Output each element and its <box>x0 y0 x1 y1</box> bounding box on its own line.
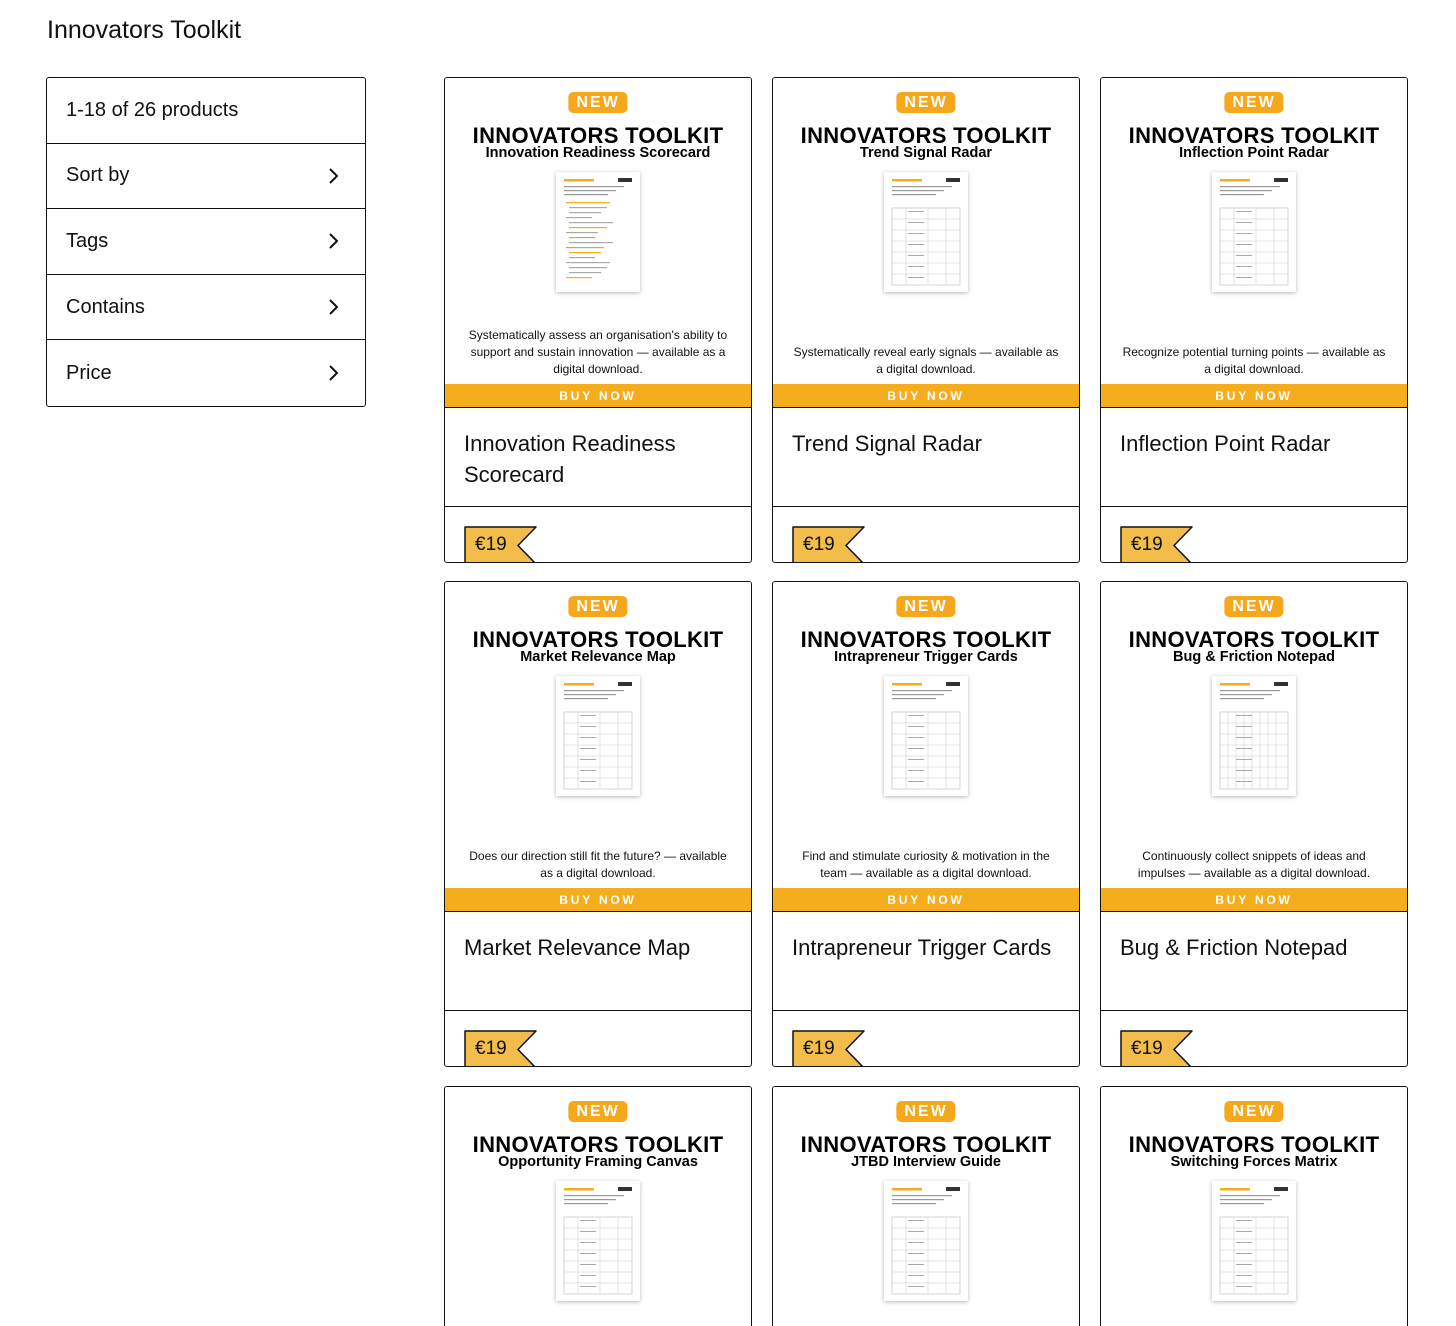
product-image[interactable] <box>1101 582 1407 888</box>
price-tag <box>464 526 538 563</box>
price-area <box>445 507 751 563</box>
product-card[interactable] <box>772 581 1080 1067</box>
image-brand-title: INNOVATORS TOOLKIT <box>472 627 724 652</box>
image-brand-title: INNOVATORS TOOLKIT <box>1128 627 1380 652</box>
product-count <box>47 78 365 144</box>
new-badge: NEW <box>1224 92 1283 113</box>
price-area <box>445 1011 751 1067</box>
image-brand-title: INNOVATORS TOOLKIT <box>800 1132 1052 1157</box>
product-card[interactable] <box>1100 1086 1408 1326</box>
product-image[interactable] <box>445 78 751 384</box>
product-image[interactable] <box>773 582 1079 888</box>
image-description: Recognize potential turning points — available as a digital download. <box>1122 345 1386 376</box>
chevron-right-icon <box>327 364 341 382</box>
price-value: €19 <box>475 534 507 555</box>
buy-now-banner[interactable]: BUY NOW <box>445 384 751 407</box>
image-brand-title: INNOVATORS TOOLKIT <box>1128 1132 1380 1157</box>
document-preview <box>1212 676 1296 796</box>
price-value: €19 <box>1131 534 1163 555</box>
document-miniature <box>1212 1181 1296 1301</box>
product-name[interactable]: Innovation Readiness Scorecard <box>445 407 751 507</box>
filter-label: Tags <box>66 229 109 252</box>
image-subtitle: Market Relevance Map <box>520 649 676 665</box>
document-miniature <box>556 676 640 796</box>
document-miniature <box>884 1181 968 1301</box>
filter-label: Sort by <box>66 164 130 187</box>
document-preview <box>556 172 640 292</box>
filter-tags[interactable] <box>47 209 365 275</box>
document-preview <box>556 1181 640 1301</box>
document-preview <box>1212 172 1296 292</box>
image-brand-title: INNOVATORS TOOLKIT <box>1128 123 1380 148</box>
new-badge: NEW <box>568 92 627 113</box>
product-card[interactable] <box>1100 581 1408 1067</box>
document-miniature <box>556 1181 640 1301</box>
new-badge: NEW <box>896 1101 955 1122</box>
image-description: Systematically assess an organisation's ability to support and sustain innovation — available as a digital download. <box>468 328 728 376</box>
new-badge: NEW <box>1224 1101 1283 1122</box>
document-miniature <box>556 172 640 292</box>
price-value: €19 <box>1131 1038 1163 1059</box>
product-image[interactable] <box>1101 78 1407 384</box>
product-name[interactable]: Trend Signal Radar <box>773 407 1079 507</box>
product-card[interactable] <box>1100 77 1408 563</box>
document-miniature <box>884 172 968 292</box>
image-subtitle: JTBD Interview Guide <box>851 1154 1001 1170</box>
buy-now-banner[interactable]: BUY NOW <box>773 888 1079 911</box>
image-brand-title: INNOVATORS TOOLKIT <box>800 123 1052 148</box>
image-subtitle: Switching Forces Matrix <box>1170 1154 1338 1170</box>
buy-now-banner[interactable]: BUY NOW <box>1101 384 1407 407</box>
filter-sort-by[interactable] <box>47 144 365 210</box>
document-preview <box>884 1181 968 1301</box>
product-image[interactable] <box>1101 1087 1407 1326</box>
page-title: Innovators Toolkit <box>47 16 242 44</box>
product-image[interactable] <box>773 1087 1079 1326</box>
price-area <box>1101 1011 1407 1067</box>
product-card[interactable] <box>444 77 752 563</box>
new-badge: NEW <box>1224 596 1283 617</box>
image-subtitle: Bug & Friction Notepad <box>1173 649 1335 665</box>
product-image[interactable] <box>445 1087 751 1326</box>
buy-now-banner[interactable]: BUY NOW <box>773 384 1079 407</box>
price-tag <box>1120 1030 1194 1067</box>
filter-label: Contains <box>66 295 145 318</box>
document-preview <box>1212 1181 1296 1301</box>
document-miniature <box>1212 676 1296 796</box>
price-tag <box>1120 526 1194 563</box>
price-tag <box>792 1030 866 1067</box>
new-badge: NEW <box>896 596 955 617</box>
product-card[interactable] <box>772 1086 1080 1326</box>
new-badge: NEW <box>568 1101 627 1122</box>
chevron-right-icon <box>327 298 341 316</box>
buy-now-banner[interactable]: BUY NOW <box>445 888 751 911</box>
filter-price[interactable] <box>47 340 365 406</box>
price-value: €19 <box>803 534 835 555</box>
price-area <box>1101 507 1407 563</box>
product-name[interactable]: Inflection Point Radar <box>1101 407 1407 507</box>
price-value: €19 <box>475 1038 507 1059</box>
image-brand-title: INNOVATORS TOOLKIT <box>472 123 724 148</box>
filter-panel <box>46 77 366 407</box>
document-preview <box>884 676 968 796</box>
image-brand-title: INNOVATORS TOOLKIT <box>800 627 1052 652</box>
new-badge: NEW <box>896 92 955 113</box>
new-badge: NEW <box>568 596 627 617</box>
chevron-right-icon <box>327 167 341 185</box>
image-brand-title: INNOVATORS TOOLKIT <box>472 1132 724 1157</box>
product-card[interactable] <box>444 1086 752 1326</box>
image-subtitle: Trend Signal Radar <box>859 145 993 161</box>
image-subtitle: Inflection Point Radar <box>1179 145 1329 161</box>
price-tag <box>792 526 866 563</box>
product-card[interactable] <box>772 77 1080 563</box>
document-preview <box>556 676 640 796</box>
document-miniature <box>884 676 968 796</box>
product-name[interactable]: Market Relevance Map <box>445 911 751 1011</box>
product-image[interactable] <box>773 78 1079 384</box>
image-subtitle: Intrapreneur Trigger Cards <box>834 649 1018 665</box>
filter-label: Price <box>66 361 112 384</box>
image-subtitle: Innovation Readiness Scorecard <box>485 145 711 161</box>
price-area <box>773 507 1079 563</box>
buy-now-banner[interactable]: BUY NOW <box>1101 888 1407 911</box>
document-preview <box>884 172 968 292</box>
price-value: €19 <box>803 1038 835 1059</box>
image-description: Find and stimulate curiosity & motivation in the team — available as a digital download. <box>802 849 1050 880</box>
product-image[interactable] <box>445 582 751 888</box>
image-subtitle: Opportunity Framing Canvas <box>498 1154 698 1170</box>
document-miniature <box>1212 172 1296 292</box>
filter-contains[interactable] <box>47 275 365 341</box>
price-tag <box>464 1030 538 1067</box>
image-description: Does our direction still fit the future? — available as a digital download. <box>469 849 727 880</box>
product-card[interactable] <box>444 581 752 1067</box>
image-description: Systematically reveal early signals — available as a digital download. <box>793 345 1059 376</box>
product-name[interactable]: Bug & Friction Notepad <box>1101 911 1407 1011</box>
chevron-right-icon <box>327 232 341 250</box>
image-description: Continuously collect snippets of ideas and impulses — available as a digital download. <box>1137 849 1371 880</box>
product-name[interactable]: Intrapreneur Trigger Cards <box>773 911 1079 1011</box>
product-count-label: 1-18 of 26 products <box>66 98 239 121</box>
price-area <box>773 1011 1079 1067</box>
